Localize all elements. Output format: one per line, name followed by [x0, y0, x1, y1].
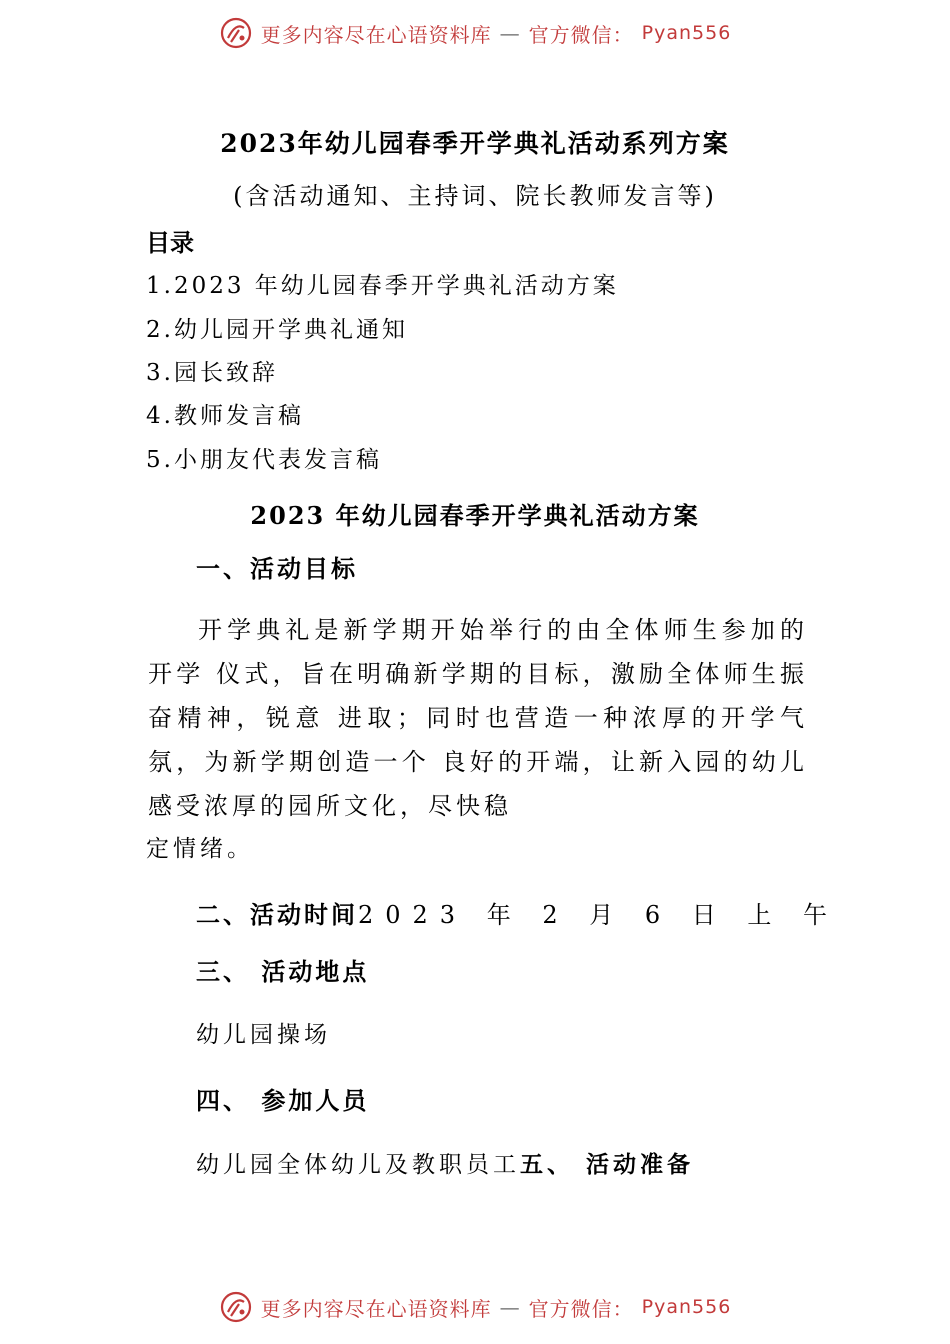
- watermark-separator: —: [499, 21, 521, 45]
- watermark-text: 更多内容尽在心语资料库: [260, 22, 492, 47]
- time-heading: 二、活动时间: [196, 900, 358, 929]
- watermark-text: 更多内容尽在心语资料库: [260, 1296, 492, 1321]
- prep-heading: 五、 活动准备: [520, 1151, 695, 1178]
- toc-item: 1.2023 年幼儿园春季开学典礼活动方案: [146, 273, 619, 299]
- people-value: 幼儿园全体幼儿及教职员工: [196, 1152, 520, 1178]
- watermark-wechat-label: 官方微信：: [528, 22, 634, 47]
- toc-item: 4.教师发言稿: [146, 403, 304, 429]
- document-subtitle: (含活动通知、主持词、院长教师发言等): [233, 182, 717, 210]
- section-title: 2023 年幼儿园春季开学典礼活动方案: [250, 501, 700, 530]
- watermark-separator: —: [499, 1295, 521, 1319]
- goal-heading: 一、活动目标: [196, 554, 358, 583]
- document-title: 2023年幼儿园春季开学典礼活动系列方案: [220, 129, 730, 158]
- goal-paragraph-end: 定情绪。: [146, 836, 254, 862]
- watermark-wechat-id: Pyan556: [641, 22, 732, 44]
- toc-heading: 目录: [146, 228, 194, 257]
- place-heading: 三、 活动地点: [196, 957, 370, 986]
- watermark-logo-icon: [219, 16, 253, 50]
- people-heading: 四、 参加人员: [196, 1086, 370, 1115]
- watermark-logo-icon: [219, 1290, 253, 1324]
- place-value: 幼儿园操场: [196, 1022, 331, 1048]
- time-value: 2023 年 2 月 6 日 上 午: [358, 901, 840, 929]
- watermark-wechat-label: 官方微信：: [528, 1296, 634, 1321]
- watermark-header: [0, 16, 950, 50]
- goal-paragraph: 开学典礼是新学期开始举行的由全体师生参加的开学 仪式，旨在明确新学期的目标，激励全体师生振奋精神，锐意 进取；同时也营造一种浓厚的开学气氛，为新学期创造一个 良好的开端，让新入园的幼儿感受浓厚的园所文化，尽快稳: [148, 616, 808, 820]
- people-line: [196, 1146, 694, 1179]
- toc-item: 5.小朋友代表发言稿: [146, 447, 382, 473]
- toc-item: 3.园长致辞: [146, 360, 278, 386]
- watermark-footer: [0, 1290, 950, 1324]
- watermark-wechat-id: Pyan556: [641, 1296, 732, 1318]
- time-line: [196, 895, 839, 930]
- toc-item: 2.幼儿园开学典礼通知: [146, 317, 408, 343]
